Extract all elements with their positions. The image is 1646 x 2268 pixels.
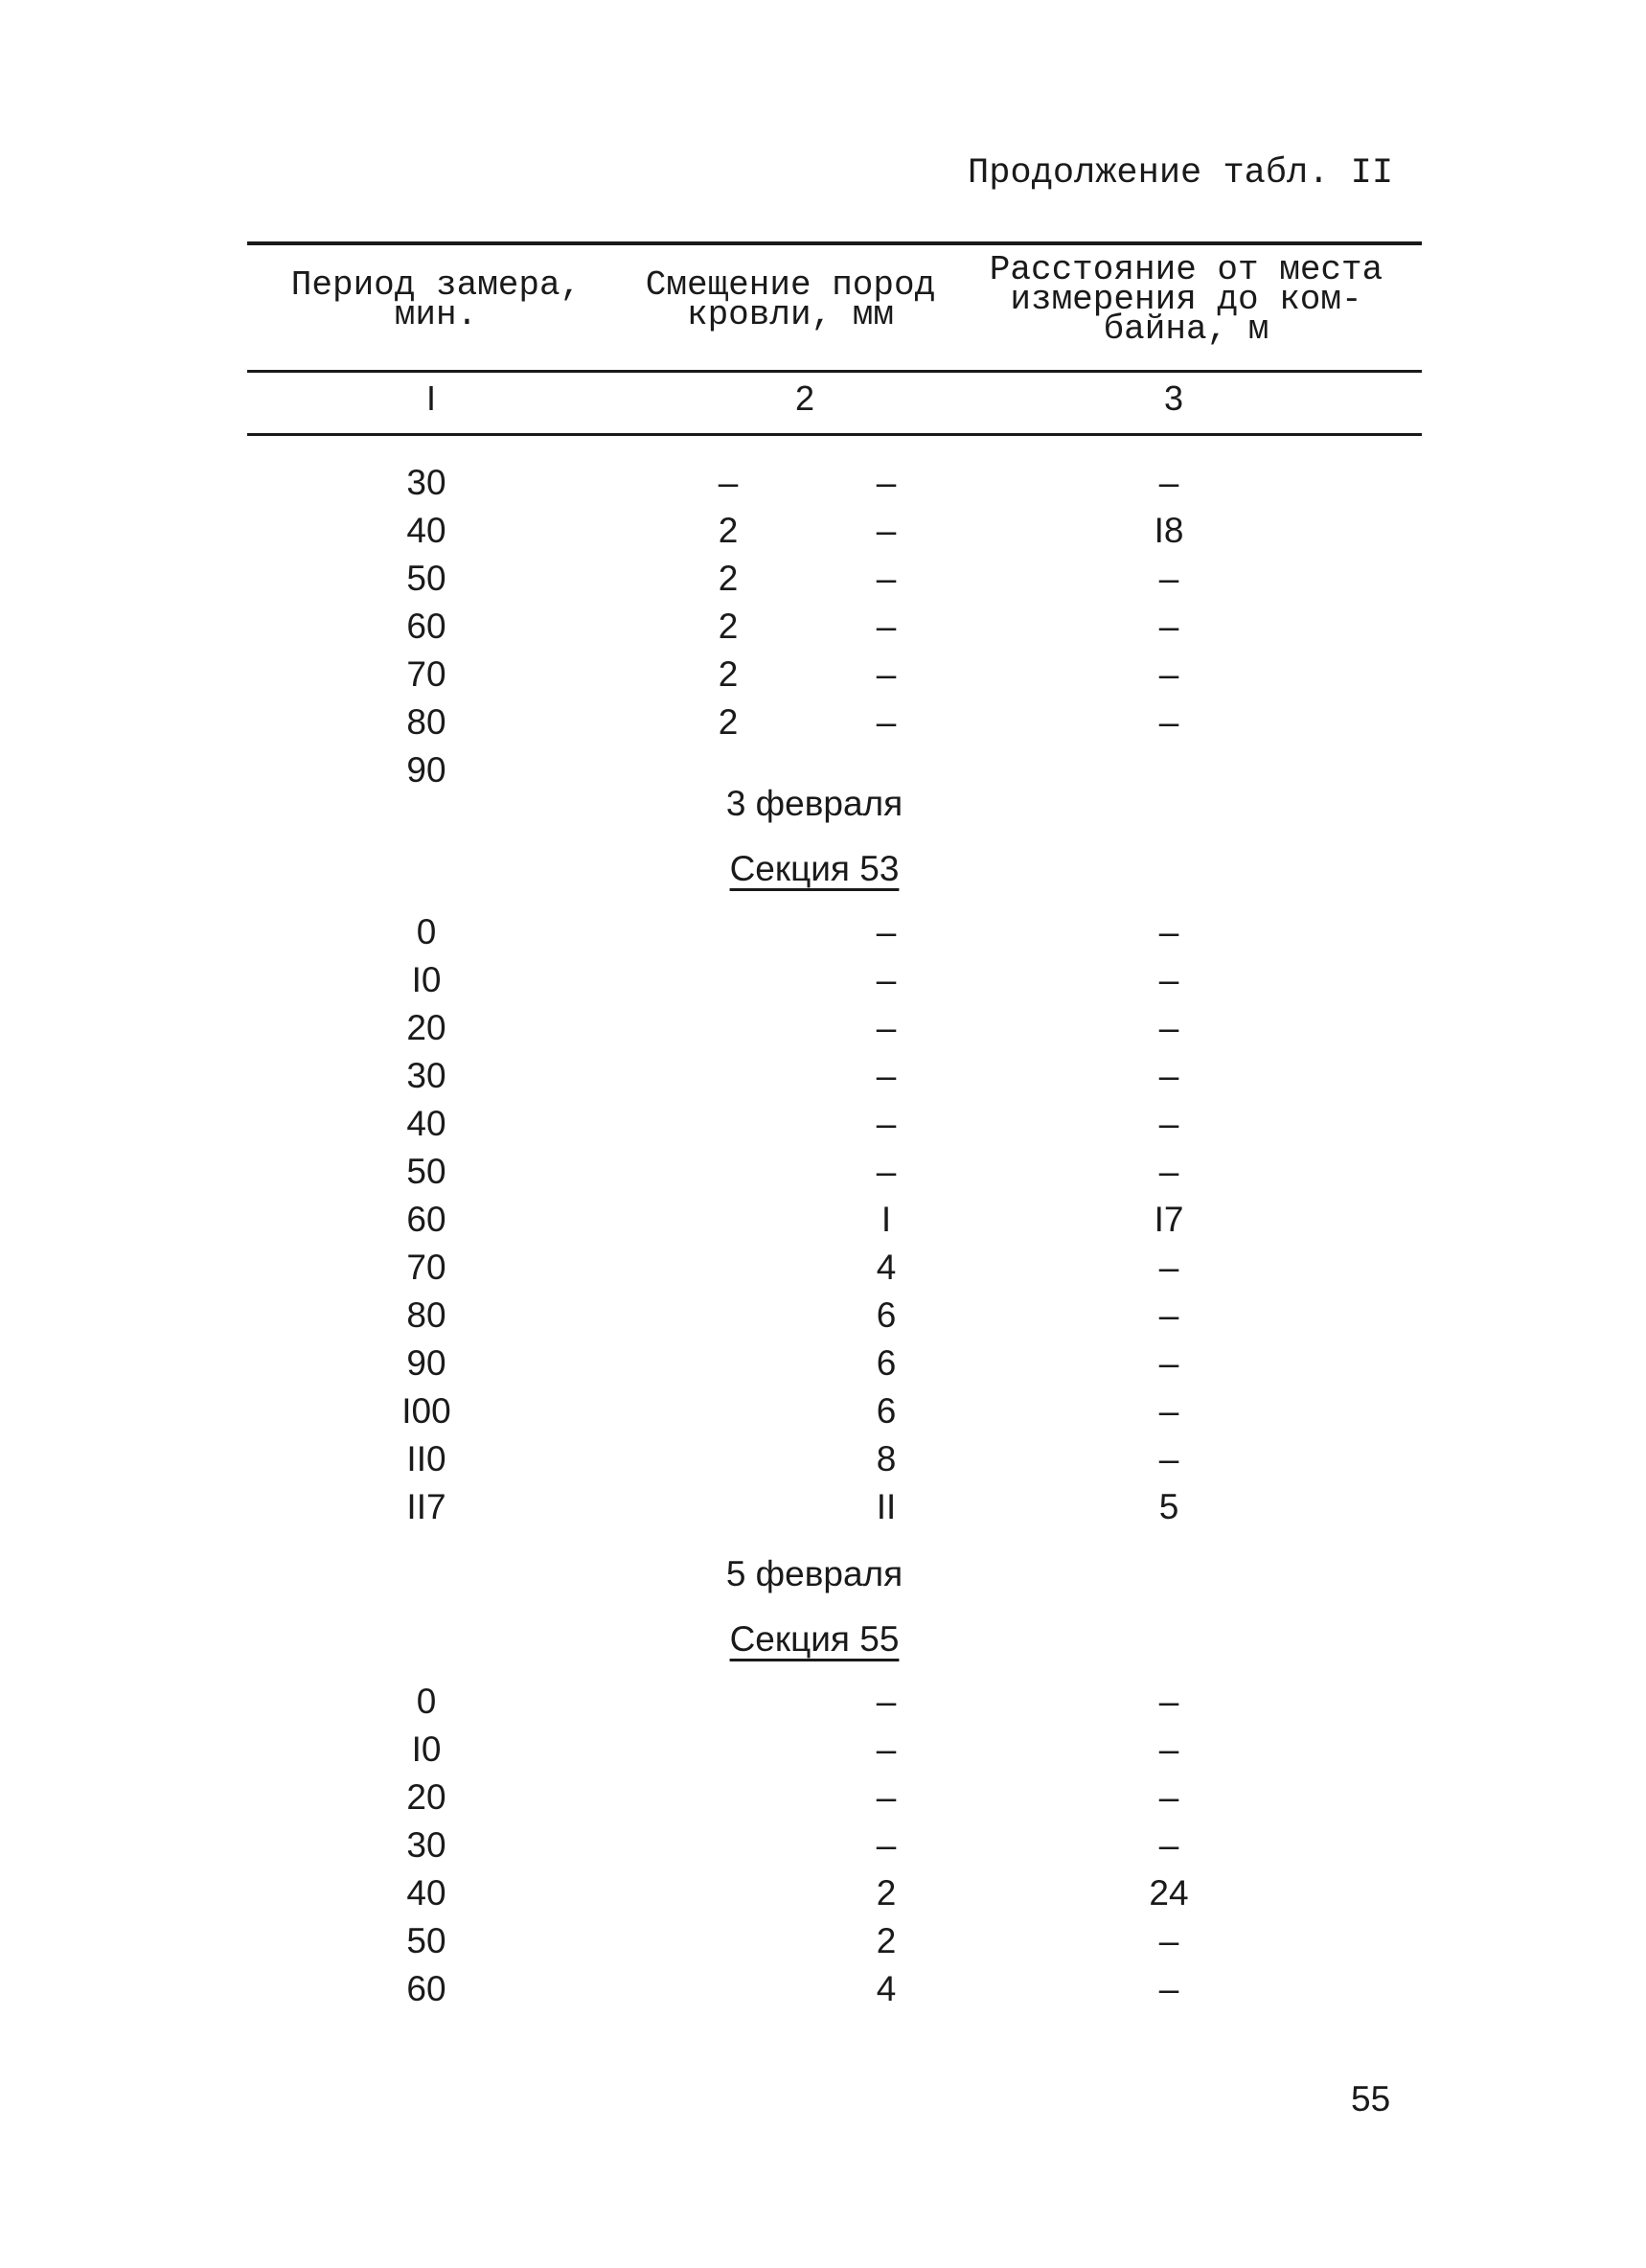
shift-cell: 6: [876, 1343, 897, 1383]
period-cell: 0: [416, 1682, 437, 1721]
shift-cell: –: [876, 1682, 897, 1721]
distance-cell: –: [1158, 702, 1179, 742]
distance-cell: –: [1158, 1777, 1179, 1817]
shift-cell: –: [876, 1008, 897, 1047]
period-cell: I0: [411, 1730, 442, 1769]
distance-cell: –: [1158, 1682, 1179, 1721]
period-cell: 60: [406, 1969, 446, 2008]
header-period: Период замера, мин.: [290, 265, 582, 334]
period-cell: 40: [406, 1104, 446, 1143]
shift-cell-b: –: [876, 559, 897, 598]
table-row: [0, 1153, 1646, 1191]
shift-cell: –: [876, 960, 897, 999]
period-cell: 30: [406, 1825, 446, 1865]
shift-cell: –: [876, 912, 897, 951]
period-cell: 30: [406, 463, 446, 502]
table-row: [0, 1296, 1646, 1335]
shift-cell: 6: [876, 1391, 897, 1431]
table-row: [0, 607, 1646, 646]
shift-cell: 4: [876, 1969, 897, 2008]
period-cell: 20: [406, 1777, 446, 1817]
section-subheading: Секция 55: [729, 1619, 900, 1659]
section-subheading: Секция 53: [729, 849, 900, 888]
table-row: [0, 560, 1646, 598]
distance-cell: –: [1158, 1008, 1179, 1047]
table-row: [0, 1201, 1646, 1239]
shift-cell: II: [876, 1487, 897, 1526]
period-cell: II7: [406, 1487, 446, 1526]
distance-cell: –: [1158, 1439, 1179, 1478]
table-row: [0, 703, 1646, 742]
shift-cell: 2: [876, 1873, 897, 1913]
distance-cell: –: [1158, 1921, 1179, 1960]
distance-cell: –: [1158, 559, 1179, 598]
table-row: [0, 913, 1646, 951]
period-cell: I00: [401, 1391, 451, 1431]
page-number: 55: [1351, 2079, 1391, 2119]
table-row: [0, 464, 1646, 502]
table-row: [0, 1826, 1646, 1865]
table-top-rule: [247, 241, 1422, 245]
shift-cell-a: 2: [718, 702, 739, 742]
header-roof-shift: Смещение пород кровли, мм: [645, 265, 936, 334]
period-cell: 40: [406, 511, 446, 550]
distance-cell: 5: [1158, 1487, 1179, 1526]
period-cell: 0: [416, 912, 437, 951]
distance-cell: –: [1158, 463, 1179, 502]
column-number-1: I: [425, 378, 436, 418]
shift-cell-a: 2: [718, 559, 739, 598]
shift-cell-a: 2: [718, 607, 739, 646]
date-subheading: 3 февраля: [725, 784, 903, 823]
period-cell: 40: [406, 1873, 446, 1913]
period-cell: 70: [406, 654, 446, 694]
table-row: [0, 1057, 1646, 1095]
table-row: [0, 655, 1646, 694]
distance-cell: –: [1158, 1056, 1179, 1095]
table-row: [0, 1105, 1646, 1143]
distance-cell: I7: [1154, 1200, 1184, 1239]
column-number-2: 2: [794, 378, 815, 418]
distance-cell: –: [1158, 912, 1179, 951]
shift-cell: –: [876, 1152, 897, 1191]
period-cell: 30: [406, 1056, 446, 1095]
shift-cell-b: –: [876, 511, 897, 550]
distance-cell: –: [1158, 1391, 1179, 1431]
shift-cell: 2: [876, 1921, 897, 1960]
column-numbers-rule: [247, 433, 1422, 436]
period-cell: 50: [406, 1152, 446, 1191]
distance-cell: –: [1158, 1825, 1179, 1865]
period-cell: 80: [406, 702, 446, 742]
period-cell: 80: [406, 1295, 446, 1335]
distance-cell: –: [1158, 1969, 1179, 2008]
period-cell: II0: [406, 1439, 446, 1478]
shift-cell-b: –: [876, 607, 897, 646]
shift-cell: –: [876, 1056, 897, 1095]
header-divider-rule: [247, 370, 1422, 373]
shift-cell: –: [876, 1730, 897, 1769]
shift-cell: –: [876, 1825, 897, 1865]
distance-cell: –: [1158, 1248, 1179, 1287]
shift-cell-b: –: [876, 702, 897, 742]
table-row: [0, 1344, 1646, 1383]
shift-cell-a: 2: [718, 511, 739, 550]
shift-cell: 4: [876, 1248, 897, 1287]
table-row: [0, 1488, 1646, 1526]
distance-cell: 24: [1149, 1873, 1189, 1913]
shift-cell-b: –: [876, 463, 897, 502]
shift-cell-a: –: [718, 463, 739, 502]
period-cell: 90: [406, 1343, 446, 1383]
distance-cell: –: [1158, 1104, 1179, 1143]
shift-cell: –: [876, 1777, 897, 1817]
table-row: [0, 1922, 1646, 1960]
shift-cell: –: [876, 1104, 897, 1143]
period-cell: 20: [406, 1008, 446, 1047]
period-cell: 60: [406, 1200, 446, 1239]
distance-cell: I8: [1154, 511, 1184, 550]
distance-cell: –: [1158, 607, 1179, 646]
table-row: [0, 1683, 1646, 1721]
header-distance: Расстояние от места измерения до ком- байна, м: [989, 250, 1383, 349]
period-cell: 90: [406, 750, 446, 790]
table-caption: Продолжение табл. II: [968, 153, 1394, 194]
column-number-3: 3: [1163, 378, 1184, 418]
shift-cell: 6: [876, 1295, 897, 1335]
table-row: [0, 1970, 1646, 2008]
table-row: [0, 1440, 1646, 1478]
table-row: [0, 1730, 1646, 1769]
table-row: [0, 1392, 1646, 1431]
table-row: [0, 1249, 1646, 1287]
distance-cell: –: [1158, 960, 1179, 999]
period-cell: 50: [406, 1921, 446, 1960]
shift-cell-b: –: [876, 654, 897, 694]
table-row: [0, 1009, 1646, 1047]
table-row: [0, 1778, 1646, 1817]
date-subheading: 5 февраля: [725, 1554, 903, 1593]
distance-cell: –: [1158, 1152, 1179, 1191]
distance-cell: –: [1158, 1343, 1179, 1383]
period-cell: 50: [406, 559, 446, 598]
shift-cell: 8: [876, 1439, 897, 1478]
period-cell: I0: [411, 960, 442, 999]
table-row: [0, 961, 1646, 999]
distance-cell: –: [1158, 654, 1179, 694]
shift-cell: I: [880, 1200, 892, 1239]
table-row: [0, 1874, 1646, 1913]
period-cell: 60: [406, 607, 446, 646]
table-row: [0, 512, 1646, 550]
shift-cell-a: 2: [718, 654, 739, 694]
distance-cell: –: [1158, 1730, 1179, 1769]
distance-cell: –: [1158, 1295, 1179, 1335]
period-cell: 70: [406, 1248, 446, 1287]
